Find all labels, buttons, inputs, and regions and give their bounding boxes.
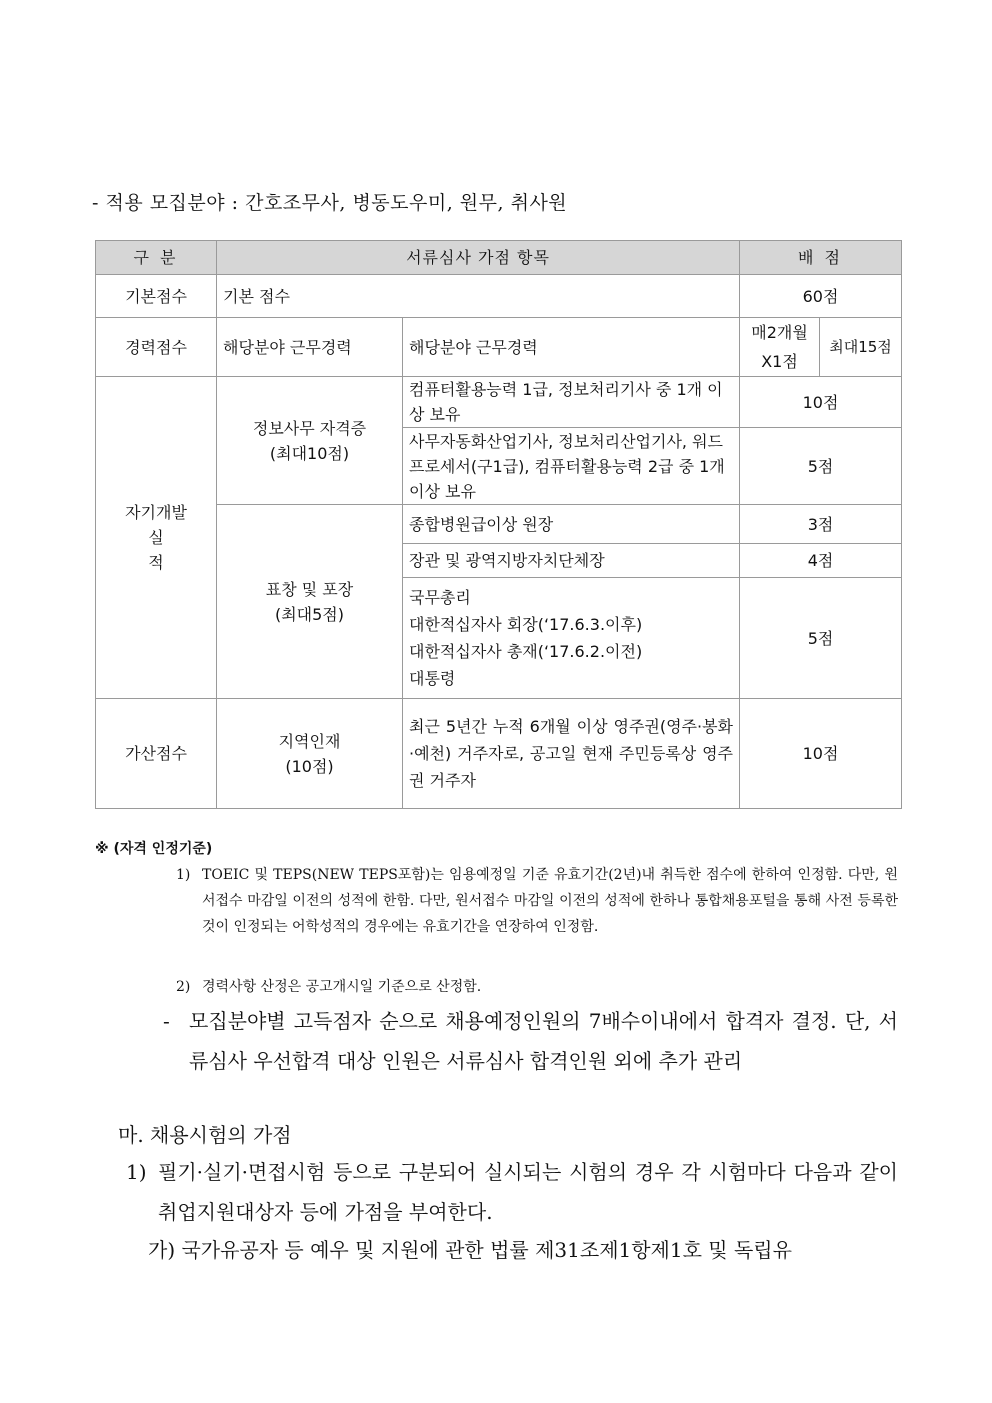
cert-item-1: 컴퓨터활용능력 1급, 정보처리기사 중 1개 이상 보유: [403, 377, 740, 428]
award-item-2: 장관 및 광역지방자치단체장: [403, 544, 740, 578]
award-item-3-line: 대한적십자사 회장(‘17.6.3.이후): [409, 615, 643, 634]
item1-paragraph: 필기·실기·면접시험 등으로 구분되어 실시되는 시험의 경우 각 시험마다 다음과 같이 취업지원대상자 등에 가점을 부여한다.: [158, 1160, 898, 1224]
table-row: [96, 377, 902, 428]
table-row: [96, 275, 902, 318]
section-heading: 마. 채용시험의 가점: [118, 1123, 292, 1147]
bonus-score: 10점: [740, 699, 902, 809]
bonus-sub-line2: (10점): [285, 756, 334, 776]
decision-dash: -: [163, 1009, 170, 1033]
header-score: 배 점: [740, 241, 902, 275]
table-header-row: [96, 241, 902, 275]
document-screening-bonus-table: [95, 240, 902, 809]
table-row: [96, 505, 902, 544]
note-text: TOEIC 및 TEPS(NEW TEPS포함)는 임용예정일 기준 유효기간(2년)내 취득한 점수에 한하여 인정함. 다만, 원서접수 마감일 이전의 성적에 한함. 다만, 원서접수 마감일 이전의 성적에 한하나 통합채용포털을 통해 사전 등록한 것이 인정되는 어학성적의 경우에는 유효기간을 연장하여 인정함.: [202, 867, 898, 935]
award-item-3-line: 대한적십자사 총재(‘17.6.2.이전): [409, 642, 643, 661]
note-item-2: [176, 974, 898, 1000]
note-number: 1): [176, 867, 191, 883]
cert-sub-line2: (최대10점): [269, 443, 350, 463]
selfdev-category-line1: 자기개발: [125, 503, 187, 522]
basic-item: 기본 점수: [217, 275, 740, 318]
apply-fields-line: - 적용 모집분야 : 간호조무사, 병동도우미, 원무, 취사원: [92, 192, 568, 214]
cert-sub: [217, 377, 403, 505]
career-category: 경력점수: [96, 318, 217, 377]
note-number: 2): [176, 979, 191, 995]
table-row: [96, 318, 902, 377]
item-ga-line: 가) 국가유공자 등 예우 및 지원에 관한 법률 제31조제1항제1호 및 독립유: [148, 1238, 792, 1262]
decision-paragraph: 모집분야별 고득점자 순으로 채용예정인원의 7배수이내에서 합격자 결정. 단, 서류심사 우선합격 대상 인원은 서류심사 합격인원 외에 추가 관리: [189, 1009, 898, 1073]
note-text: 경력사항 산정은 공고개시일 기준으로 산정함.: [202, 979, 482, 995]
award-score-1: 3점: [740, 505, 902, 544]
cert-item-2: 사무자동화산업기사, 정보처리산업기사, 워드프로세서(구1급), 컴퓨터활용능력 2급 중 1개 이상 보유: [403, 428, 740, 505]
item1-number: 1): [126, 1160, 147, 1184]
cert-sub-line1: 정보사무 자격증: [252, 418, 367, 438]
award-score-3: 5점: [740, 578, 902, 699]
bonus-sub-line1: 지역인재: [278, 731, 341, 751]
cert-score-1: 10점: [740, 377, 902, 428]
selfdev-category-line2: 실 적: [148, 528, 188, 572]
header-items: 서류심사 가점 항목: [217, 241, 740, 275]
award-score-2: 4점: [740, 544, 902, 578]
selfdev-category: [96, 377, 217, 699]
award-sub-line1: 표창 및 포장: [265, 579, 354, 599]
basic-category: 기본점수: [96, 275, 217, 318]
award-item-3-line: 대통령: [409, 669, 456, 688]
award-sub: [217, 505, 403, 699]
career-item: 해당분야 근무경력: [403, 318, 740, 377]
bonus-sub: [217, 699, 403, 809]
bonus-category: 가산점수: [96, 699, 217, 809]
cert-score-2: 5점: [740, 428, 902, 505]
career-score-max: 최대15점: [820, 318, 902, 377]
basic-score: 60점: [740, 275, 902, 318]
career-sub: 해당분야 근무경력: [217, 318, 403, 377]
award-sub-line2: (최대5점): [274, 604, 345, 624]
award-item-1: 종합병원급이상 원장: [403, 505, 740, 544]
header-category: 구 분: [96, 241, 217, 275]
bonus-item: 최근 5년간 누적 6개월 이상 영주권(영주·봉화·예천) 거주자로, 공고일 현재 주민등록상 영주권 거주자: [403, 699, 740, 809]
notes-title: ※ (자격 인정기준): [95, 841, 213, 857]
award-item-3: [403, 578, 740, 699]
award-item-3-line: 국무총리: [409, 588, 471, 607]
career-score-rate: 매2개월 X1점: [740, 318, 820, 377]
note-item-1: [176, 862, 898, 940]
table-row: [96, 699, 902, 809]
